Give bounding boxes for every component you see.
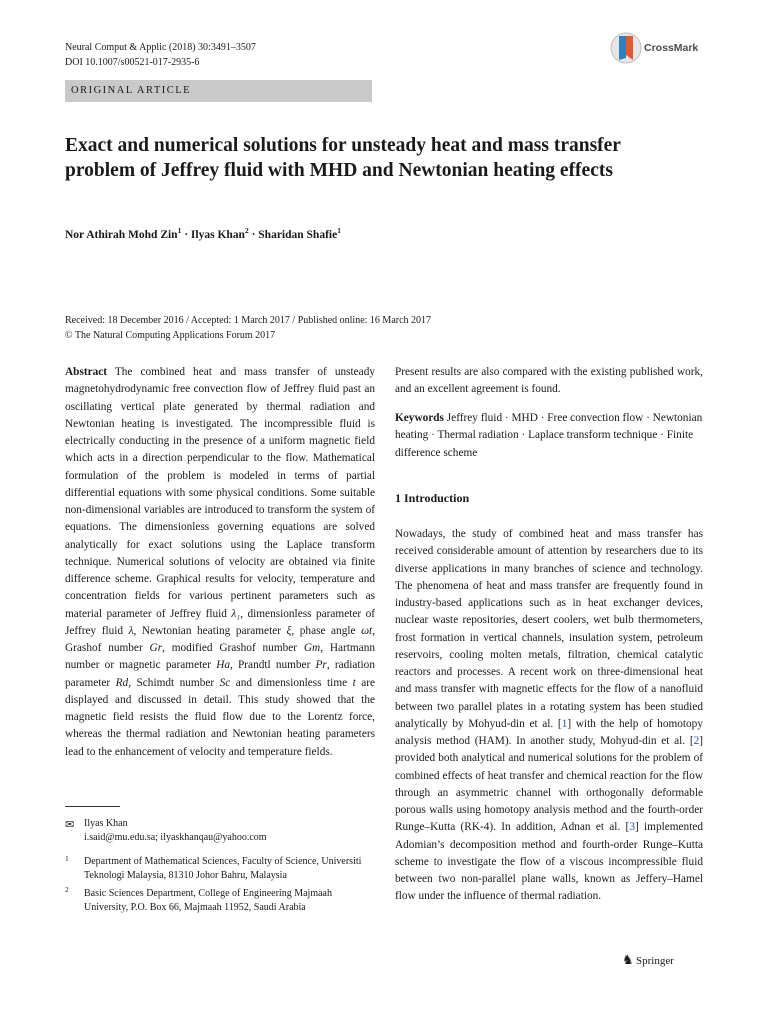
abstract-text: Abstract The combined heat and mass transfer of unsteady magnetohydrodynamic free convection flow of Jeffrey fluid past an oscillating vertical plate generated by thermal radiation and Newtonian heating is investigated. The incompressible fluid is electrically conducting in the presence of a uniform magnetic field which acts in a direction perpendicular to the flow. Mathematical formulation of the problem is modeled in terms of partial differential equations with some physical conditions. Some suitable non-dimensional variables are introduced to transform the system of equations. The dimensionless governing equations are solved analytically for exact solutions using the Laplace transform technique. Numerical solutions of velocity are obtained via finite difference scheme. Graphical results for velocity, temperature and concentration fields for various pertinent parameters such as material parameter of Jeffrey fluid λ₁, dimensionless parameter of Jeffrey fluid λ, Newtonian heating parameter ξ, phase angle ωt, Grashof number Gr, modified Grashof number Gm, Hartmann number or magnetic parameter Ha, Prandtl number Pr, radiation parameter Rd, Schimdt number Sc and dimensionless time t are displayed and discussed in detail. This study showed that the magnetic field resists the fluid flow due to the Lorentz force, whereas the thermal radiation and Newtonian heating parameters lead to the enhancement of velocity and temperature fields.	[65, 366, 376, 758]
affiliation-2: Basic Sciences Department, College of Engineering Majmaah University, P.O. Box 66, Majmaah 11952, Saudi Arabia	[84, 888, 332, 913]
publication-dates	[65, 314, 431, 343]
paper-title: Exact and numerical solutions for unsteady heat and mass transfer problem of Jeffrey fluid with MHD and Newtonian heating effects	[65, 135, 621, 181]
journal-reference	[65, 40, 256, 70]
introduction-text: Nowadays, the study of combined heat and mass transfer has received considerable amount of attention by researchers due to its diverse applications in many branches of science and technology. The phenomena of heat and mass transfer are frequently found in industry-based applications such as in heat exchanger devices, nuclear waste repositories, desert coolers, wet bulb thermometers, frost formation in vertical channels, insulation system, petroleum reservoirs, cooling molten metals, filtration, chemical catalytic reactors and processes. A recent work on three-dimensional heat and mass transfer with magnetic effects for the flow of a nanofluid between two parallel plates in a rotating system has been studied analytically by Mohyud-din et al. [1] with the help of homotopy analysis method (HAM). In another study, Mohyud-din et al. [2] provided both analytical and numerical solutions for the problem of combined effects of heat transfer and chemical reaction for the flow through an asymmetric channel with orthogonally deformable porous walls using homotopy analysis method and the fourth-order Runge–Kutta (RK-4). In addition, Adnan et al. [3] implemented Adomian’s decomposition method and fourth-order Runge–Kutta scheme to investigate the flow of a viscous incompressible fluid between two non-parallel plane walls, known as Jeffery–Hamel flow under the influence of thermal radiation.	[395, 528, 703, 903]
math-symbol: Sc	[219, 676, 231, 689]
author-separator: ·	[181, 228, 191, 241]
publisher-logo	[622, 952, 674, 968]
affiliation-number: 2	[65, 885, 69, 894]
envelope-icon: ✉	[65, 819, 75, 831]
keywords-text: Jeffrey fluid · MHD · Free convection flow · Newtonian heating · Thermal radiation · Laplace transform technique · Finite difference scheme	[395, 412, 703, 459]
citation-link[interactable]: 3	[629, 821, 635, 834]
journal-line: Neural Comput & Applic (2018) 30:3491–3507	[65, 42, 256, 53]
author-separator: ·	[248, 228, 259, 241]
corresponding-author	[84, 817, 267, 845]
article-type-banner: ORIGINAL ARTICLE	[65, 80, 372, 102]
math-symbol: Gr	[149, 642, 163, 654]
author-name[interactable]: Sharidan Shafie	[258, 228, 338, 241]
springer-horse-icon: ♞	[622, 952, 634, 967]
math-symbol: Rd	[115, 676, 129, 689]
affiliation-number: 1	[65, 854, 69, 863]
section-heading-introduction: 1 Introduction	[395, 491, 470, 505]
author-affiliation-mark: 2	[244, 226, 249, 235]
crossmark-badge[interactable]	[610, 30, 710, 70]
author-name[interactable]: Ilyas Khan	[190, 228, 245, 241]
author-affiliation-mark: 1	[337, 226, 341, 235]
crossmark-icon	[610, 30, 642, 70]
dates-line: Received: 18 December 2016 / Accepted: 1 March 2017 / Published online: 16 March 2017	[65, 315, 432, 326]
author-name[interactable]: Nor Athirah Mohd Zin	[65, 228, 178, 241]
math-symbol: λ₁	[231, 607, 241, 620]
contact-name: Ilyas Khan	[84, 818, 128, 829]
publisher-name: Springer	[636, 955, 674, 967]
copyright-line: © The Natural Computing Applications Forum 2017	[65, 329, 276, 341]
citation-link[interactable]: 2	[693, 735, 700, 747]
math-symbol: Ha	[216, 659, 231, 672]
doi-line: DOI 10.1007/s00521-017-2935-6	[65, 57, 200, 68]
contact-email[interactable]: i.said@mu.edu.sa; ilyaskhanqau@yahoo.com	[84, 832, 267, 843]
citation-link[interactable]: 1	[561, 717, 568, 730]
crossmark-label: CrossMark	[644, 42, 699, 54]
math-symbol: ξ	[286, 624, 292, 637]
keywords-label: Keywords	[395, 412, 444, 424]
abstract-label: Abstract	[65, 366, 108, 378]
keywords	[395, 410, 703, 462]
math-symbol: Gm	[303, 642, 321, 654]
author-list	[65, 226, 341, 241]
math-symbol: t	[352, 676, 356, 689]
footnote-divider	[65, 806, 120, 807]
math-symbol: λ	[128, 624, 134, 637]
math-symbol: Pr	[315, 659, 327, 672]
math-symbol: ωt	[361, 624, 373, 637]
author-affiliation-mark: 1	[177, 226, 182, 235]
affiliation-1: Department of Mathematical Sciences, Faculty of Science, Universiti Teknologi Malaysia, 81310 Johor Bahru, Malaysia	[84, 856, 362, 881]
abstract-continuation: Present results are also compared with the existing published work, and an excellent agreement is found.	[395, 366, 703, 396]
